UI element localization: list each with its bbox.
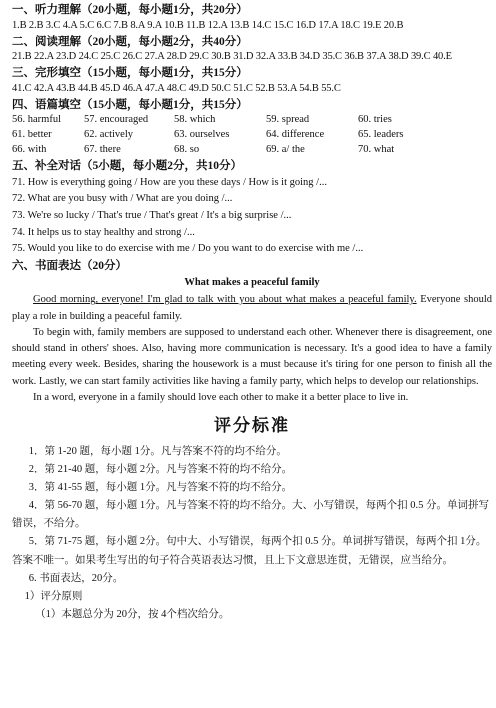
essay-paragraph-1 bbox=[12, 292, 492, 325]
answer-62: 62. actively bbox=[84, 129, 133, 141]
essay-paragraph-3: In a word, everyone in a family should love each other to make it a better place to live in. bbox=[33, 391, 409, 403]
answer-56: 56. harmful bbox=[12, 114, 61, 126]
rubric-principle-heading: 1）评分原则 bbox=[24, 590, 83, 602]
answer-68: 68. so bbox=[174, 144, 200, 156]
answer-60: 60. tries bbox=[358, 114, 392, 126]
section-6-title: 六、书面表达（20分） bbox=[12, 259, 127, 272]
rubric-title: 评分标准 bbox=[214, 416, 290, 437]
rubric-rule-6: 6. 书面表达，20分。 bbox=[28, 572, 124, 584]
dialogue-answer-74: 74. It helps us to stay healthy and strong /... bbox=[12, 226, 195, 238]
section-1-title: 一、听力理解（20小题，每小题1分，共20分） bbox=[12, 4, 248, 16]
essay-opening-underlined: Good morning, everyone! I'm glad to talk with you about what makes a peaceful family. bbox=[33, 294, 417, 306]
section-3-answers: 41.C 42.A 43.B 44.B 45.D 46.A 47.A 48.C 49.D 50.C 51.C 52.B 53.A 54.B 55.C bbox=[12, 82, 341, 94]
answer-66: 66. with bbox=[12, 144, 47, 156]
answer-59: 59. spread bbox=[266, 114, 310, 126]
rubric-rule-3: 3．第 41-55 题，每小题 1分。凡与答案不符的均不给分。 bbox=[28, 482, 293, 494]
answer-67: 67. there bbox=[84, 144, 121, 156]
dialogue-answer-73: 73. We're so lucky / That's true / That's great / It's a big surprise /... bbox=[12, 209, 292, 221]
answer-65: 65. leaders bbox=[358, 129, 404, 141]
essay-paragraph-2: To begin with, family members are supposed to understand each other. Whenever there is disagreement, one should stand in others' shoes. Also, having more communication is necessary. It's a good idea to have a family meeting every week. Besides, sharing the housework is a must because it's tiring for one person to finish all the work. Lastly, we can start family activities like having a family party, which helps to develop our relationships. bbox=[12, 326, 492, 387]
rubric-rule-5: 5．第 71-75 题，每小题 2分。句中大、小写错误，每两个扣 0.5 分。单词拼写错误，每两个扣 1分。答案不唯一。如果考生写出的句子符合英语表达习惯，且上下文意思连贯，无错误，应当给分。 bbox=[12, 536, 487, 566]
section-4-title: 四、语篇填空（15小题，每小题1分，共15分） bbox=[12, 98, 248, 111]
essay-opening-rest: Everyone should play a role in building a peaceful family. bbox=[12, 294, 492, 322]
rubric-rule-1: 1．第 1-20 题，每小题 1分。凡与答案不符的均不给分。 bbox=[28, 446, 287, 458]
rubric-rule-4: 4．第 56-70 题，每小题 1分。凡与答案不符的均不给分。大、小写错误，每两个扣 0.5 分。单词拼写错误，不给分。 bbox=[12, 500, 490, 530]
answer-58: 58. which bbox=[174, 114, 216, 126]
section-3-title: 三、完形填空（15小题，每小题1分，共15分） bbox=[12, 67, 248, 80]
rubric-rule-2: 2．第 21-40 题，每小题 2分。凡与答案不符的均不给分。 bbox=[28, 464, 293, 476]
answer-61: 61. better bbox=[12, 129, 52, 141]
dialogue-answer-72: 72. What are you busy with / What are you doing /... bbox=[12, 193, 233, 205]
answer-69: 69. a/ the bbox=[266, 144, 305, 156]
answer-70: 70. what bbox=[358, 144, 395, 156]
dialogue-answer-75: 75. Would you like to do exercise with me / Do you want to do exercise with me /... bbox=[12, 243, 364, 255]
rubric-principle-1: （1）本题总分为 20分，按 4个档次给分。 bbox=[35, 608, 230, 620]
section-4-answer-grid bbox=[12, 113, 492, 158]
essay-title: What makes a peaceful family bbox=[184, 277, 320, 289]
section-5-title: 五、补全对话（5小题，每小题2分，共10分） bbox=[12, 160, 242, 173]
section-1-answers: 1.B 2.B 3.C 4.A 5.C 6.C 7.B 8.A 9.A 10.B 11.B 12.A 13.B 14.C 15.C 16.D 17.A 18.C 19.E 20.B bbox=[12, 19, 404, 31]
section-2-answers: 21.B 22.A 23.D 24.C 25.C 26.C 27.A 28.D 29.C 30.B 31.D 32.A 33.B 34.D 35.C 36.B 37.A 38.D 39.C 40.E bbox=[12, 51, 452, 63]
answer-63: 63. ourselves bbox=[174, 129, 230, 141]
section-2-title: 二、阅读理解（20小题，每小题2分，共40分） bbox=[12, 35, 248, 48]
model-essay bbox=[12, 276, 492, 406]
dialogue-answer-71: 71. How is everything going / How are you these days / How is it going /... bbox=[12, 176, 327, 188]
answer-64: 64. difference bbox=[266, 129, 325, 141]
answer-57: 57. encouraged bbox=[84, 114, 149, 126]
